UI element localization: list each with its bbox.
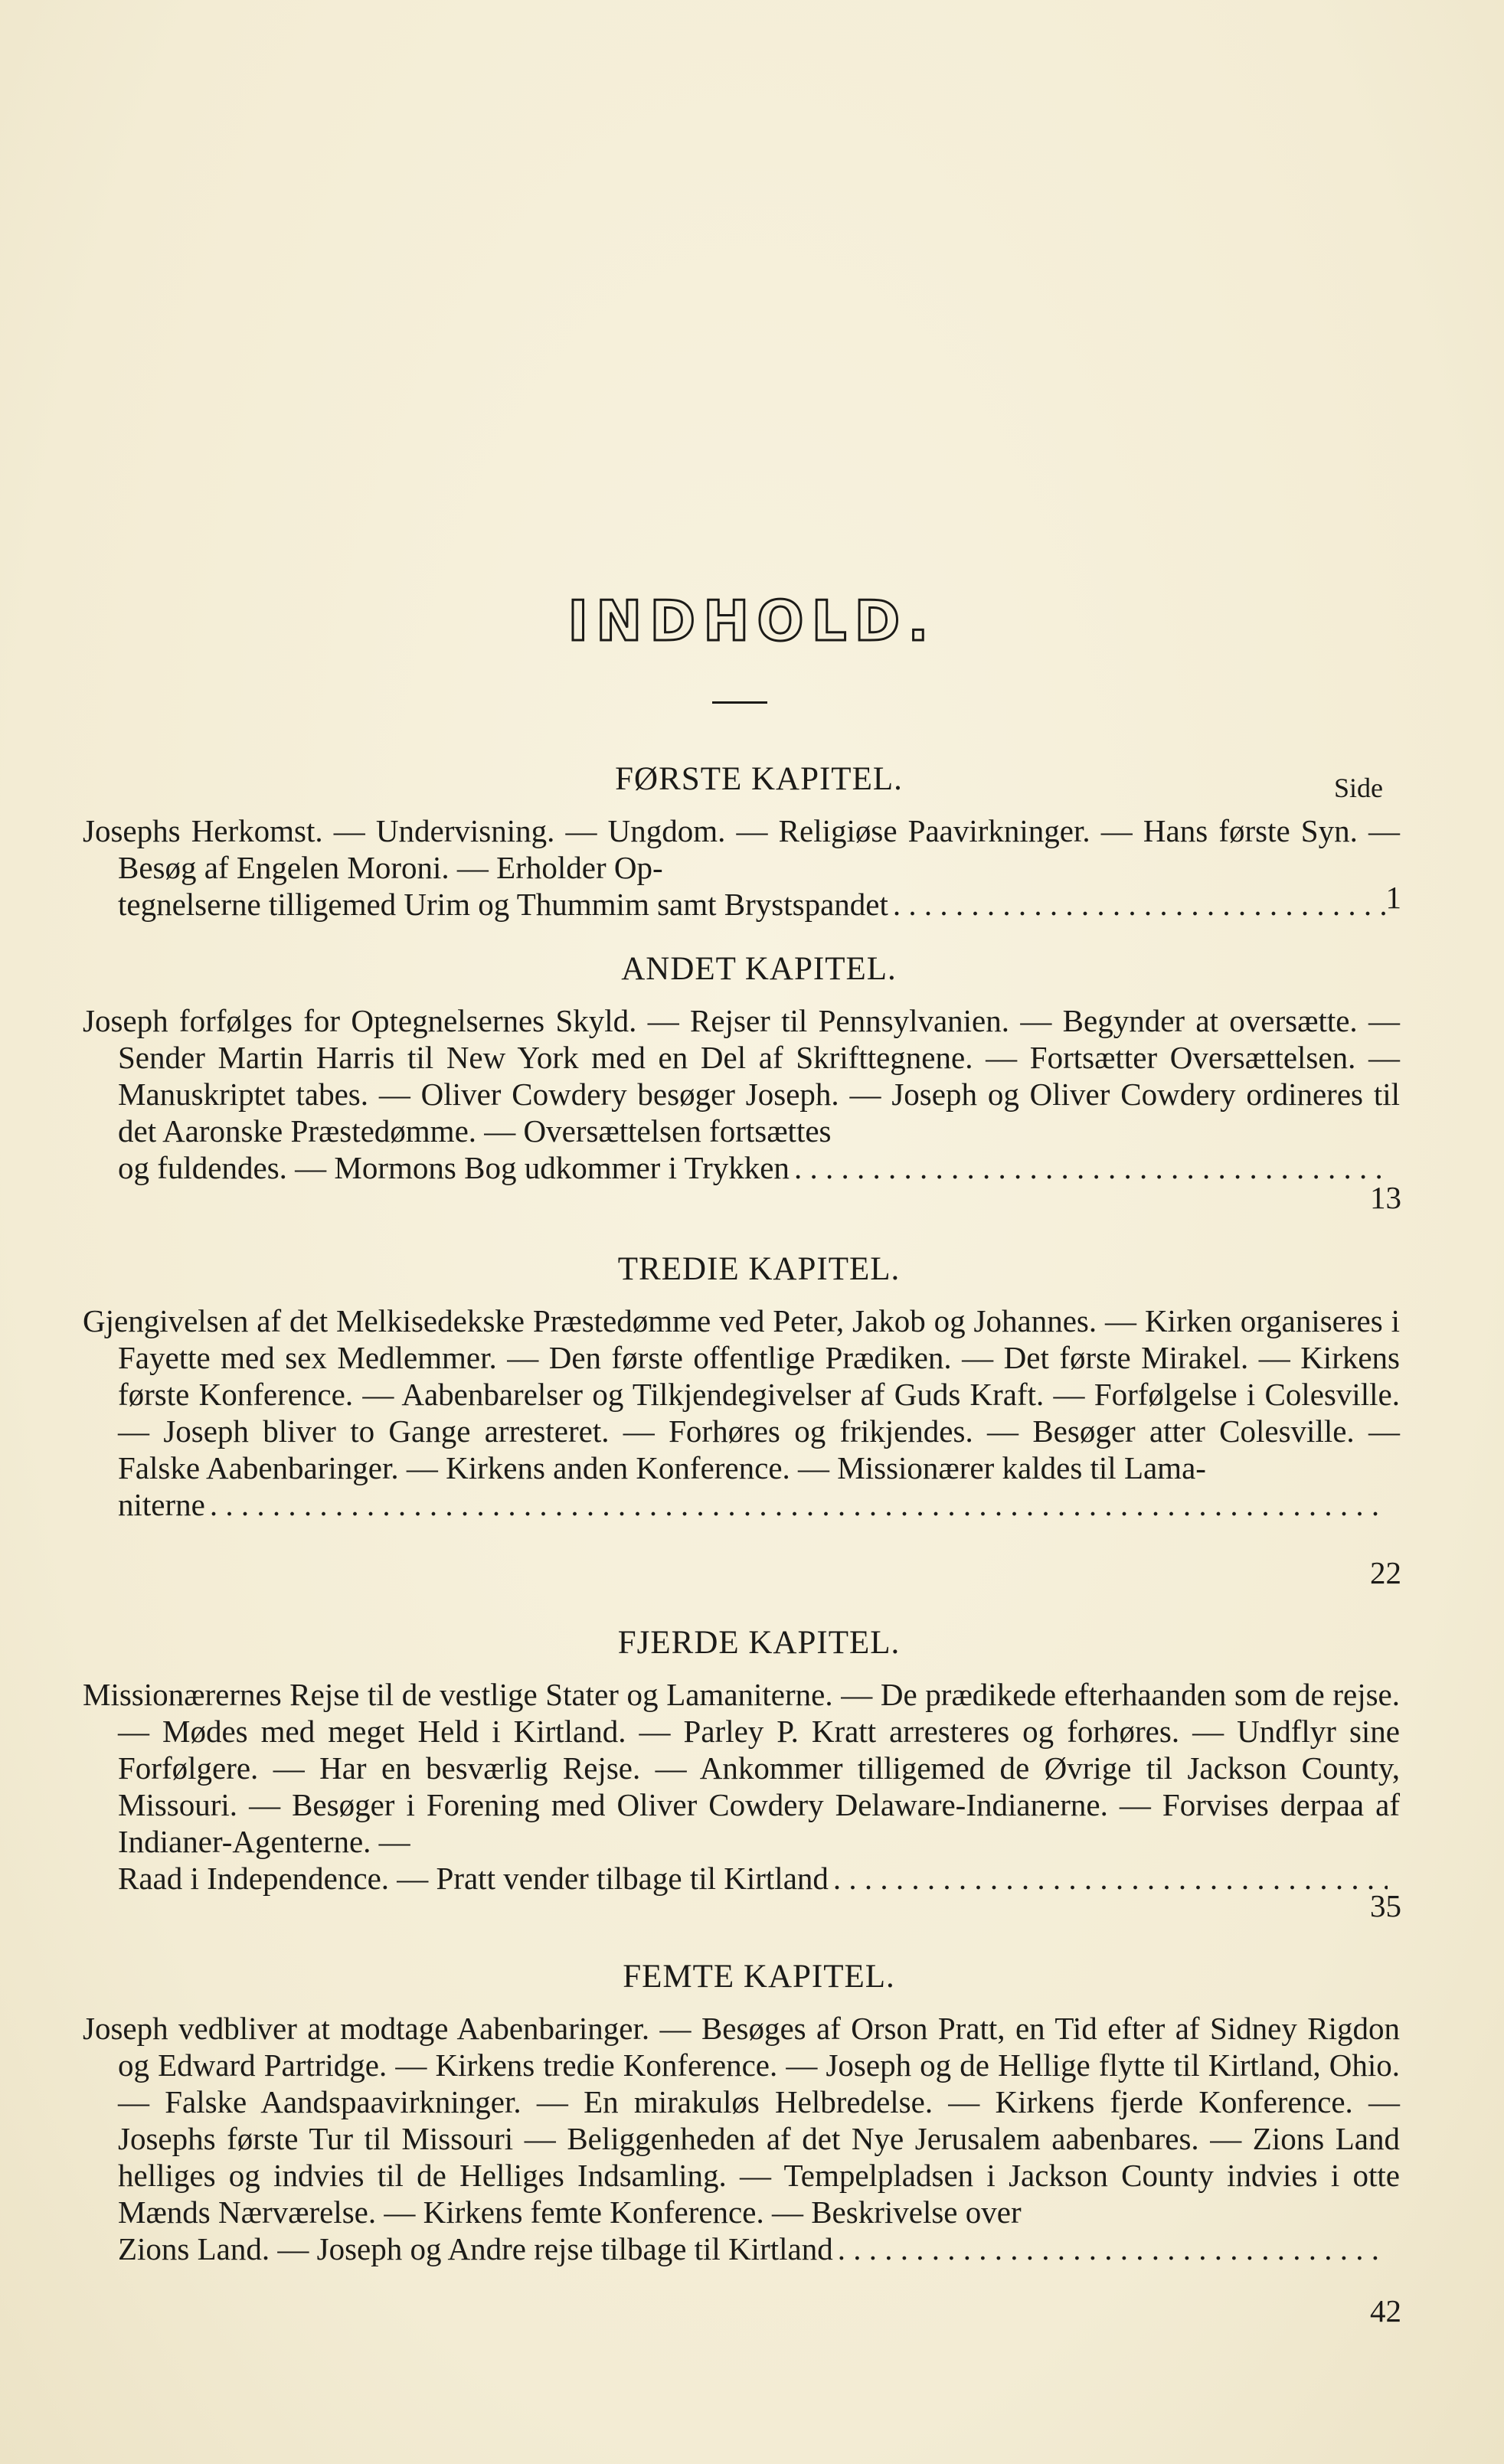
chapter-summary-end: tegnelserne tilligemed Urim og Thummim samt Brystspandet <box>118 887 888 922</box>
chapter-summary: Gjengivelsen af det Melkisedekske Præstedømme ved Peter, Jakob og Johannes. — Kirken organiseres i Fayette med sex Medlemmer. — Den første offentlige Prædiken. — Det første Mirakel. — Kirkens første Konference. — Aabenbarelser og Tilkjendegivelser af Guds Kraft. — Forfølgelse i Colesville. — Joseph bliver to Gange arresteret. — Forhøres og frikjendes. — Besøger atter Colesville. — Falske Aabenbaringer. — Kirkens anden Konference. — Missionærer kaldes til Lama- <box>83 1303 1400 1485</box>
chapter-summary: Josephs Herkomst. — Undervisning. — Ungdom. — Religiøse Paavirkninger. — Hans første Syn. — Besøg af Engelen Moroni. — Erholder Op- <box>83 813 1400 885</box>
dot-leader <box>838 2230 1388 2267</box>
page-number: 35 <box>1370 1888 1401 1923</box>
chapter-summary: Joseph forfølges for Optegnelsernes Skyld. — Rejser til Pennsylvanien. — Begynder at oversætte. — Sender Martin Harris til New York med en Del af Skrifttegnene. — Fortsætter Oversættelsen. — Manuskriptet tabes. — Oliver Cowdery besøger Joseph. — Joseph og Oliver Cowdery ordineres til det Aaronske Præstedømme. — Oversættelsen fortsættes <box>83 1003 1400 1149</box>
chapter-heading: FEMTE KAPITEL. <box>623 1959 895 1995</box>
page-number: 22 <box>1370 1555 1401 1590</box>
dot-leader <box>833 1860 1388 1897</box>
chapter-summary-end: niterne <box>118 1487 205 1522</box>
chapter-heading: FJERDE KAPITEL. <box>617 1625 901 1661</box>
chapter-summary-last-line <box>83 1860 1400 1897</box>
title-rule <box>712 701 767 704</box>
page-number: 1 <box>1385 880 1401 915</box>
chapter-summary-end: og fuldendes. — Mormons Bog udkommer i Trykken <box>118 1150 790 1185</box>
page-title: INDHOLD. <box>567 589 937 653</box>
chapter-heading: TREDIE KAPITEL. <box>617 1251 901 1287</box>
chapter-heading: ANDET KAPITEL. <box>621 951 897 987</box>
dot-leader <box>893 886 1388 923</box>
chapter-summary: Joseph vedbliver at modtage Aabenbaringer. — Besøges af Orson Pratt, en Tid efter af Sidney Rigdon og Edward Partridge. — Kirkens tredie Konference. — Joseph og de Hellige flytte til Kirtland, Ohio. — Falske Aandspaavirkninger. — En mirakuløs Helbredelse. — Kirkens fjerde Konference. — Josephs første Tur til Missouri — Beliggenheden af det Nye Jerusalem aabenbares. — Zions Land helliges og indvies til de Helliges Indsamling. — Tempelpladsen i Jackson County indvies i otte Mænds Nærværelse. — Kirkens femte Konference. — Beskrivelse over <box>83 2011 1400 2230</box>
page-number: 42 <box>1370 2293 1401 2328</box>
chapter-summary: Missionærernes Rejse til de vestlige Stater og Lamaniterne. — De prædikede efterhaanden som de rejse. — Mødes med meget Held i Kirtland. — Parley P. Kratt arresteres og forhøres. — Undflyr sine Forfølgere. — Har en besværlig Rejse. — Ankommer tilligemed de Øvrige til Jackson County, Missouri. — Besøger i Forening med Oliver Cowdery Delaware-Indianerne. — Forvises derpaa af Indianer-Agenterne. — <box>83 1677 1400 1859</box>
page-number: 13 <box>1370 1180 1401 1215</box>
chapter-summary-end: Zions Land. — Joseph og Andre rejse tilbage til Kirtland <box>118 2231 833 2266</box>
chapter-entry-3 <box>83 1253 1400 1523</box>
chapter-summary-last-line <box>83 2230 1400 2267</box>
dot-leader <box>794 1149 1388 1186</box>
chapter-heading: FØRSTE KAPITEL. <box>615 761 903 797</box>
dot-leader <box>210 1486 1388 1523</box>
side-column-label: Side <box>1334 773 1384 803</box>
chapter-summary-end: Raad i Independence. — Pratt vender tilbage til Kirtland <box>118 1861 829 1896</box>
chapter-summary-last-line <box>83 1486 1400 1523</box>
chapter-summary-last-line <box>83 1149 1400 1186</box>
chapter-entry-4 <box>83 1626 1400 1897</box>
chapter-entry-5 <box>83 1960 1400 2267</box>
chapter-summary-last-line <box>83 886 1400 923</box>
chapter-entry-2 <box>83 953 1400 1186</box>
chapter-entry-1 <box>83 763 1400 923</box>
